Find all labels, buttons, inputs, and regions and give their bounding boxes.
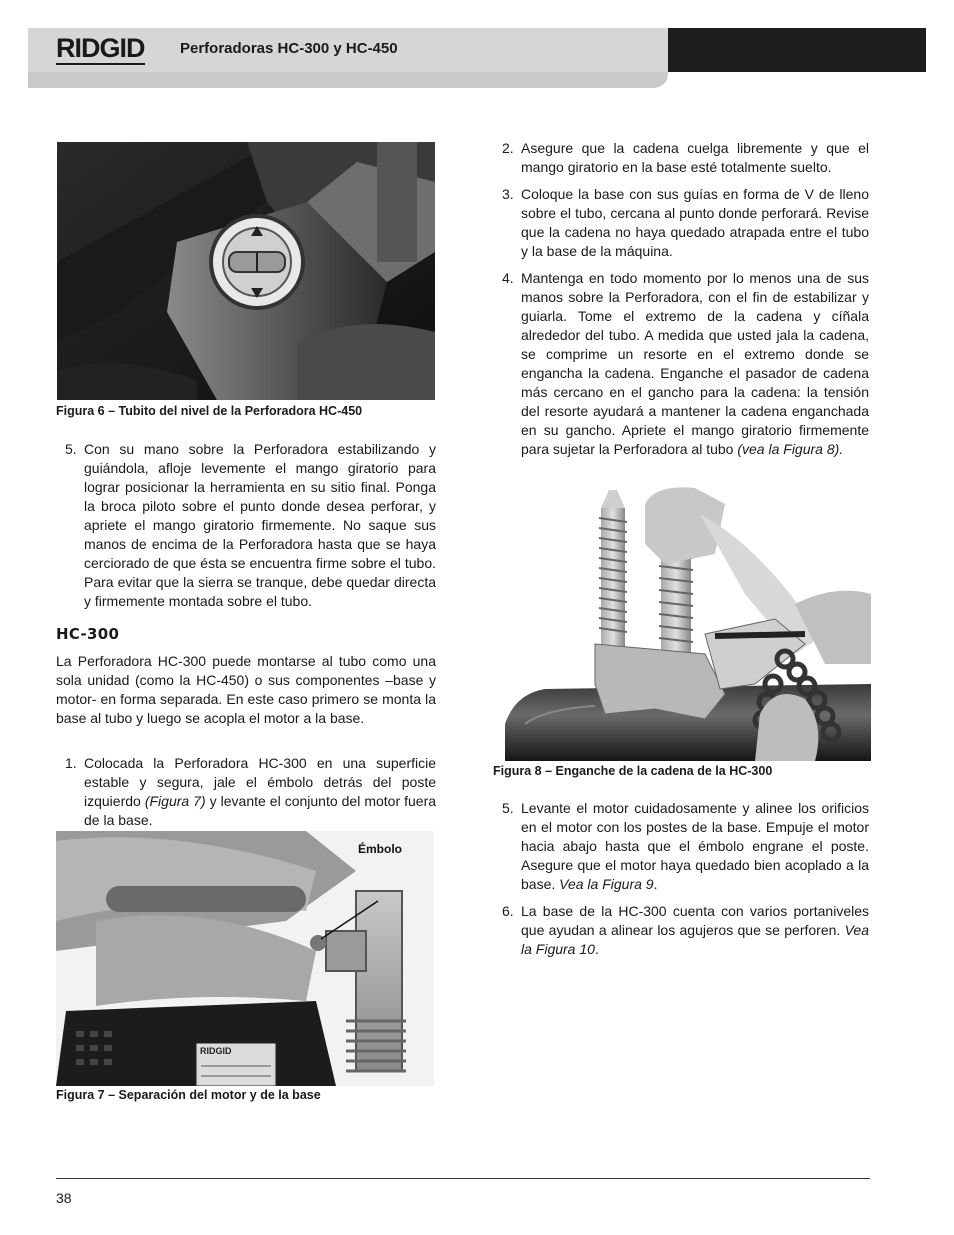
hc300-intro: La Perforadora HC-300 puede montarse al tubo como una sola unidad (como la HC-450) o sus componentes –base y motor- en forma separada. En este caso primero se monta la base al tubo y luego se acopla el motor a la base. [56, 653, 436, 726]
figure-reference: (Figura 7) [144, 793, 206, 809]
figure-8-caption: Figura 8 – Enganche de la cadena de la HC-300 [493, 764, 773, 778]
list-item-text: Levante el motor cuidadosamente y alinee los orificios en el motor con los postes de la base. Empuje el motor hacia abajo hasta que el émbolo engrane el poste. Asegure que el motor haya quedado bien acoplado a la base. [521, 800, 869, 892]
figure-7-plate-logo: RIDGID [200, 1046, 232, 1056]
list-item-2-right [493, 139, 869, 177]
list-number: 3. [502, 186, 514, 202]
list-item-text: Mantenga en todo momento por lo menos una de sus manos sobre la Perforadora, con el fin de estabilizar y guiarla. Tome el extremo de la cadena y cíñala alrededor del tubo. A medida que usted jala la cadena, se comprime un resorte en el extremo donde se engancha la cadena. Enganche el pasador de cadena más cercano en el gancho para la cadena: la tensión del resorte ayudará a mantener la cadena enganchada en su gancho. Apriete el mango giratorio firmemente para sujetar la Perforadora al tubo [521, 270, 869, 457]
list-item-tail: . [594, 941, 599, 957]
list-item-text: y levante el conjunto del motor fuera de la base. [84, 793, 437, 828]
figure-7-photo [56, 831, 434, 1086]
list-item-text: Colocada la Perforadora HC-300 en una superficie estable y segura, jale el émbolo detrás del poste izquierdo [84, 755, 436, 809]
page-number: 38 [56, 1190, 72, 1206]
figure-6-caption: Figura 6 – Tubito del nivel de la Perforadora HC-450 [56, 404, 363, 418]
list-item-1-left [56, 754, 436, 830]
ridgid-logo: RIDGID [56, 33, 145, 63]
figure-7-label-embolo: Émbolo [358, 842, 402, 856]
figure-reference: (vea la Figura 8). [737, 441, 844, 457]
list-item-text: Con su mano sobre la Perforadora estabilizando y guiándola, afloje levemente el mango giratorio para lograr posicionar la herramienta en su sitio final. Ponga la broca piloto sobre el punto donde desea perforar, y apriete el mango giratorio firmemente. No saque sus manos de encima de la Perforadora hasta que se haya cerciorado de que ésta se encuentra firme sobre el tubo. Para evitar que la sierra se tranque, debe quedar directa y firmemente montada sobre el tubo. [84, 441, 436, 609]
list-item-text: La base de la HC-300 cuenta con varios portaniveles que ayudan a alinear los agujeros que se perforen. [521, 903, 869, 938]
section-heading-hc300: HC-300 [56, 625, 120, 643]
list-item-tail: . [653, 876, 658, 892]
list-number: 1. [65, 755, 77, 771]
header-title: Perforadoras HC-300 y HC-450 [180, 40, 398, 57]
figure-7-caption: Figura 7 – Separación del motor y de la base [56, 1088, 321, 1102]
figure-reference: Vea la Figura 10 [521, 922, 869, 957]
header-shadow [28, 72, 668, 88]
figure-8-photo [505, 484, 871, 761]
list-item-4-right [493, 269, 869, 459]
header-dark-block [668, 28, 926, 72]
list-number: 4. [502, 270, 514, 286]
list-number: 5. [65, 441, 77, 457]
list-item-5-right [493, 799, 869, 894]
list-number: 2. [502, 140, 514, 156]
figure-reference: Vea la Figura 9 [559, 876, 654, 892]
footer-rule [56, 1178, 870, 1179]
list-item-6-right [493, 902, 869, 959]
list-item-3-right [493, 185, 869, 261]
list-number: 5. [502, 800, 514, 816]
list-item-5-left [56, 440, 436, 611]
list-item-text: Coloque la base con sus guías en forma de V de lleno sobre el tubo, cercana al punto donde perforará. Revise que la cadena no haya quedado atrapada entre el tubo y la base de la máquina. [521, 186, 869, 259]
list-number: 6. [502, 903, 514, 919]
figure-6-photo [57, 142, 435, 400]
list-item-text: Asegure que la cadena cuelga libremente y que el mango giratorio en la base esté totalmente suelto. [521, 140, 869, 175]
header-bar [28, 28, 926, 72]
